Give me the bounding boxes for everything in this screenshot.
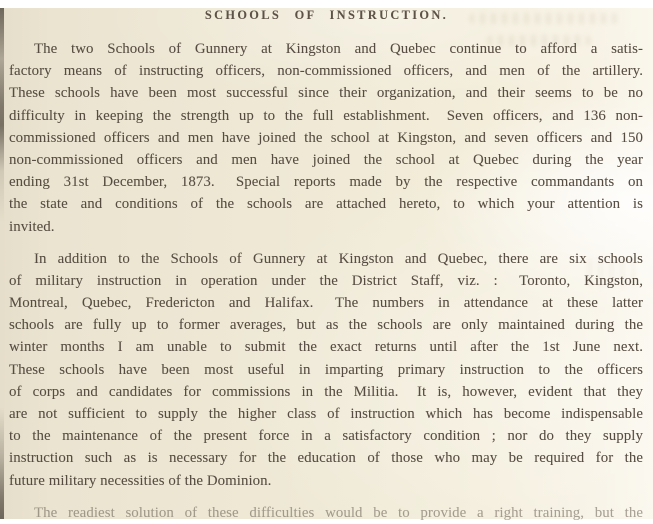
text-line: The two Schools of Gunnery at Kingston and Quebec continue to afford a satis- (34, 41, 643, 57)
text-line: winter months I am unable to submit the exact returns until after the 1st June next. (9, 339, 643, 356)
text-line: non-commissioned officers and men have joined the school at Quebec during the year (9, 151, 643, 168)
text-line: are not sufficient to supply the higher class of instruction which has become indispensable (9, 406, 643, 422)
text-line: of military instruction in operation under the District Staff, viz. : Toronto, Kingston, (9, 272, 643, 289)
paragraph-clipped-partial (9, 502, 643, 524)
text-line: These schools have been most successful since their organization, and their seems to be no (9, 85, 643, 102)
text-line: instruction such as is necessary for the education of those who may be required for the (9, 450, 643, 467)
text-line: ending 31st December, 1873. Special reports made by the respective commandants on (9, 174, 643, 191)
text-line: commissioned officers and men have joined the school at Kingston, and seven officers and 150 (9, 129, 643, 146)
text-line: future military necessities of the Dominion. (9, 472, 272, 489)
text-line: In addition to the Schools of Gunnery at Kingston and Quebec, there are six schools (34, 250, 643, 267)
page-edge-shadow (0, 8, 4, 519)
text-line: the state and conditions of the schools are attached hereto, to which your attention is (9, 196, 643, 213)
text-line: to the maintenance of the present force in a satisfactory condition ; nor do they supply (9, 428, 643, 445)
text-line: schools are fully up to former averages, but as the schools are only maintained during the (9, 317, 643, 334)
paragraph-schools-of-military-instruction (9, 248, 643, 492)
paragraph-schools-of-gunnery (9, 38, 643, 238)
text-line: These schools have been most useful in imparting primary instruction to the officers (9, 361, 643, 378)
text-line: of corps and candidates for commissions in the Militia. It is, however, evident that they (9, 383, 643, 400)
text-line: difficulty in keeping the strength up to the full establishment. Seven officers, and 136 non- (9, 107, 643, 124)
scanned-document-page (0, 8, 653, 519)
text-line: invited. (9, 218, 55, 235)
page-title: SCHOOLS OF INSTRUCTION. (204, 8, 449, 22)
text-line-partial: The readiest solution of these difficulties would be to provide a right training, but the (34, 504, 643, 521)
text-line: Montreal, Quebec, Fredericton and Halifax. The numbers in attendance at these latter (9, 295, 643, 312)
text-line: factory means of instructing officers, non-commissioned officers, and men of the artillery. (9, 63, 643, 80)
